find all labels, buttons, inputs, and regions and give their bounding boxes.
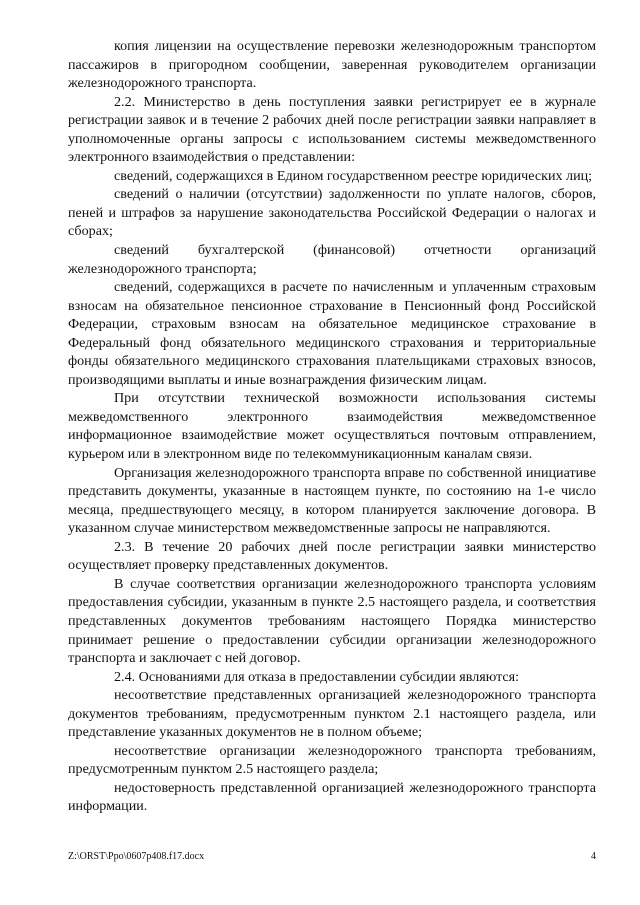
paragraph-2-3: 2.3. В течение 20 рабочих дней после регистрации заявки министерство осуществляет проверку представленных документов. xyxy=(68,538,596,574)
paragraph-egrul: сведений, содержащихся в Едином государственном реестре юридических лиц; xyxy=(114,167,593,184)
paragraph-own-initiative: Организация железнодорожного транспорта вправе по собственной инициативе представить документы, указанные в настоящем пункте, по состоянию на 1-е число месяца, предшествующего месяцу, в котором планируется заключение договора. В указанном случае министерством межведомственные запросы не направляются. xyxy=(68,464,596,537)
paragraph-tax-debt: сведений о наличии (отсутствии) задолженности по уплате налогов, сборов, пеней и штрафов за нарушение законодательства Российской Федерации о налогах и сборах; xyxy=(68,186,596,240)
page-footer xyxy=(68,851,596,863)
paragraph-org-mismatch: несоответствие организации железнодорожного транспорта требованиям, предусмотренным пунктом 2.5 настоящего раздела; xyxy=(68,742,596,778)
paragraph-accounting: сведений бухгалтерской (финансовой) отчетности организаций железнодорожного транспорта; xyxy=(68,242,596,277)
paragraph-decision: В случае соответствия организации железнодорожного транспорта условиям предоставления субсидии, указанным в пункте 2.5 настоящего раздела, и соответствия представленных документов требованиям настоящего Порядка министерство принимает решение о предоставлении субсидии организации железнодорожного транспорта и заключает с ней договор. xyxy=(68,575,596,667)
paragraph-no-tech: При отсутствии технической возможности использования системы межведомственного электронного взаимодействия межведомственное информационное взаимодействие может осуществляться почтовым отправлением, курьером или в электронном виде по телекоммуникационным каналам связи. xyxy=(68,390,596,463)
document-body xyxy=(68,37,596,816)
paragraph-2-2: 2.2. Министерство в день поступления заявки регистрирует ее в журнале регистрации заявок и в течение 2 рабочих дней после регистрации заявки направляет в уполномоченные органы запросы с использованием системы межведомственного электронного взаимодействия о представлении: xyxy=(68,93,596,166)
page-number: 4 xyxy=(591,851,596,862)
paragraph-docs-mismatch: несоответствие представленных организацией железнодорожного транспорта документов требованиям, предусмотренным пунктом 2.1 настоящего раздела, или представление указанных документов не в полном объеме; xyxy=(68,687,596,741)
paragraph-insurance: сведений, содержащихся в расчете по начисленным и уплаченным страховым взносам на обязательное пенсионное страхование в Пенсионный фонд Российской Федерации, страховым взносам на обязательное медицинское страхование в Федеральный фонд обязательного медицинского страхования и территориальные фонды обязательного медицинского страхования плательщиками страховых взносов, производящими выплаты и иные вознаграждения физическим лицам. xyxy=(68,279,596,388)
paragraph-unreliable-info: недостоверность представленной организацией железнодорожного транспорта информации. xyxy=(68,779,596,815)
footer-file-path: Z:\ORST\Ppo\0607p408.f17.docx xyxy=(68,851,205,862)
paragraph-2-4: 2.4. Основаниями для отказа в предоставлении субсидии являются: xyxy=(114,668,520,685)
paragraph-license-copy: копия лицензии на осуществление перевозки железнодорожным транспортом пассажиров в пригородном сообщении, заверенная руководителем организации железнодорожного транспорта. xyxy=(68,38,596,92)
